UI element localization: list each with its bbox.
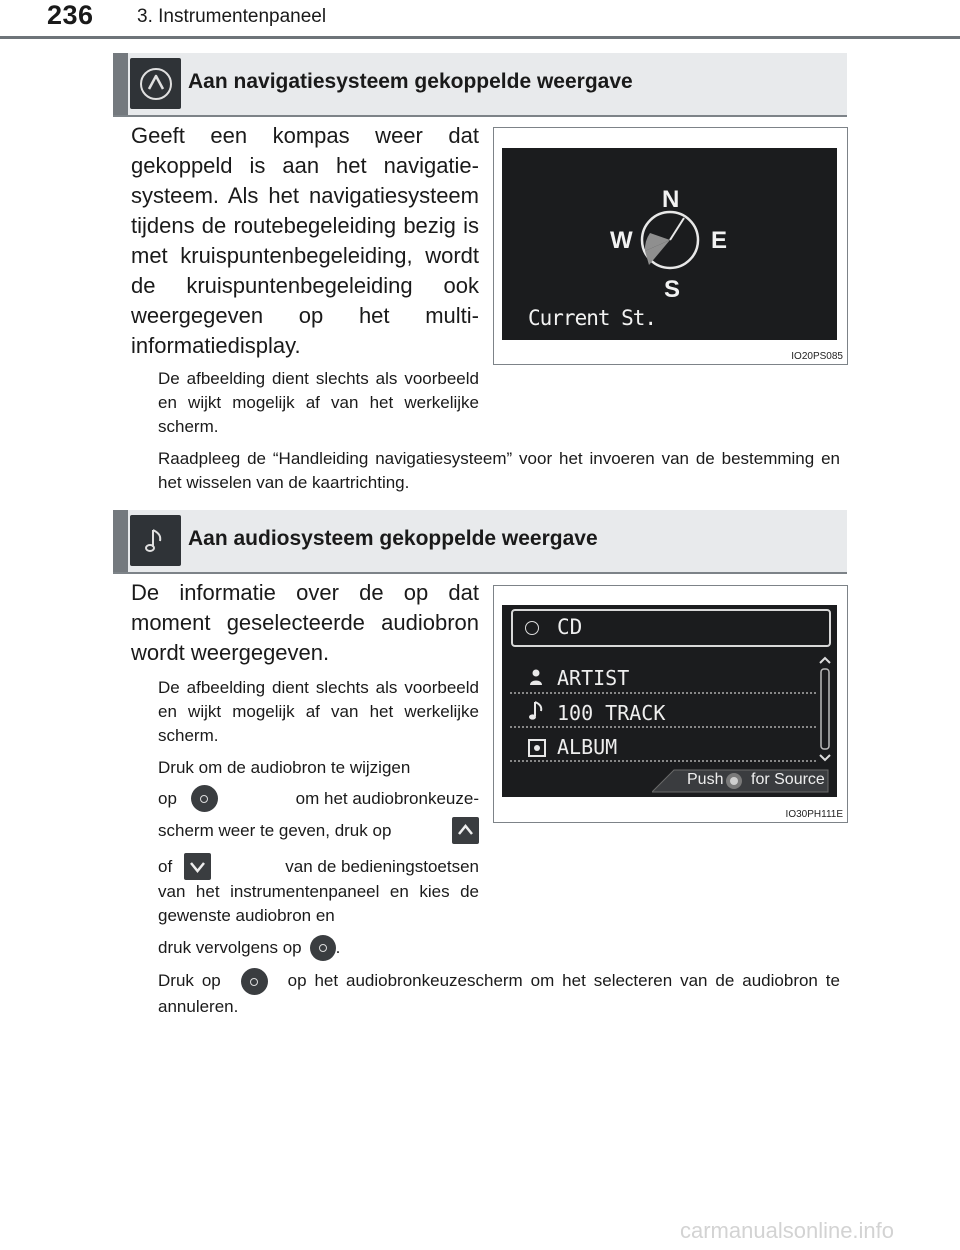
audio-section-header	[113, 510, 847, 574]
audio-body-text: De informatie over de op dat moment geselecteerde audiobron wordt weergegeven.	[131, 580, 479, 665]
audio-section-title: Aan audiosysteem gekoppelde weergave	[188, 527, 598, 550]
instruction-line-5: van het instrumentenpaneel en kies de gewenste audiobron en	[158, 882, 479, 925]
instruction-line-6	[158, 935, 340, 961]
instruction-text: Druk op	[158, 970, 221, 990]
scrollbar	[817, 653, 833, 765]
nav-body-text: Geeft een kompas weer dat gekoppeld is aan het navigatiesysteem. Als het navigatiesysteem tijdens de routebegeleiding bezig is met kruispuntenbegeleiding, wordt de kruispuntenbegeleiding ook weergegeven op het multi-informatiedisplay.	[131, 123, 479, 358]
nav-note-text: De afbeelding dient slechts als voorbeeld en wijkt mogelijk af van het werkelijke scherm.	[158, 369, 479, 436]
nav-screen-figure	[493, 127, 848, 365]
chapter-title: 3. Instrumentenpaneel	[137, 6, 327, 27]
enter-button-icon	[310, 935, 336, 961]
row-divider	[510, 692, 816, 694]
album-icon	[528, 739, 546, 757]
instruction-line-3	[158, 817, 479, 844]
audio-screen-figure	[493, 585, 848, 823]
instruction-op: op	[158, 788, 177, 808]
instruction-line-1: Druk om de audiobron te wijzigen	[158, 758, 411, 777]
instruction-tail: van de bedieningstoetsen	[285, 856, 479, 876]
instruction-line-2	[158, 785, 479, 812]
track-icon	[528, 700, 544, 722]
row-divider	[510, 760, 816, 762]
current-street-label: Current St.	[528, 306, 657, 330]
audio-figure-code: IO30PH111E	[785, 809, 843, 820]
instruction-text: scherm weer te geven, druk op	[158, 820, 392, 840]
artist-label: ARTIST	[557, 666, 630, 690]
nav-section-header	[113, 53, 847, 117]
instruction-period: .	[335, 938, 341, 957]
compass-east-label: E	[711, 227, 728, 254]
audio-source-box	[511, 609, 831, 647]
artist-icon	[528, 668, 544, 686]
track-label: 100 TRACK	[557, 701, 666, 725]
compass-north-label: N	[662, 186, 680, 213]
instruction-text: op het audiobronkeuzescherm om het selecteren van de audiobron te annuleren.	[158, 970, 840, 1016]
push-label: Push	[687, 771, 724, 788]
chevron-down-icon	[184, 853, 211, 880]
chevron-up-icon	[452, 817, 479, 844]
compass-south-label: S	[664, 276, 681, 303]
nav-section-title: Aan navigatiesysteem gekoppelde weergave	[188, 70, 633, 93]
page-number: 236	[47, 0, 94, 30]
watermark: carmanualsonline.info	[680, 1218, 895, 1243]
music-note-icon	[130, 515, 181, 566]
enter-button-icon	[191, 785, 218, 812]
back-button-icon	[241, 968, 268, 995]
audio-display	[502, 605, 837, 797]
navigation-arrow-icon	[130, 58, 181, 109]
instruction-text: druk vervolgens op	[158, 938, 302, 957]
audio-note-text: De afbeelding dient slechts als voorbeeld en wijkt mogelijk af van het werkelijke scherm.	[158, 678, 479, 745]
instruction-of: of	[158, 856, 173, 876]
instruction-tail: om het audiobronkeuze-	[295, 788, 479, 808]
nav-reference-text: Raadpleeg de “Handleiding navigatiesysteem” voor het invoeren van de bestemming en het wisselen van de kaartrichting.	[158, 449, 840, 492]
header-accent-bar	[113, 510, 128, 572]
compass-west-label: W	[610, 227, 633, 254]
instruction-line-4	[158, 853, 479, 880]
for-source-label: for Source	[751, 771, 825, 788]
audio-source-label: CD	[557, 615, 583, 639]
compass-display	[502, 148, 837, 340]
instruction-cancel	[158, 968, 840, 1019]
album-label: ALBUM	[557, 735, 618, 759]
row-divider	[510, 726, 816, 728]
disc-icon	[525, 621, 539, 635]
nav-figure-code: IO20PS085	[791, 351, 843, 362]
header-accent-bar	[113, 53, 128, 115]
header-rule	[0, 36, 960, 39]
